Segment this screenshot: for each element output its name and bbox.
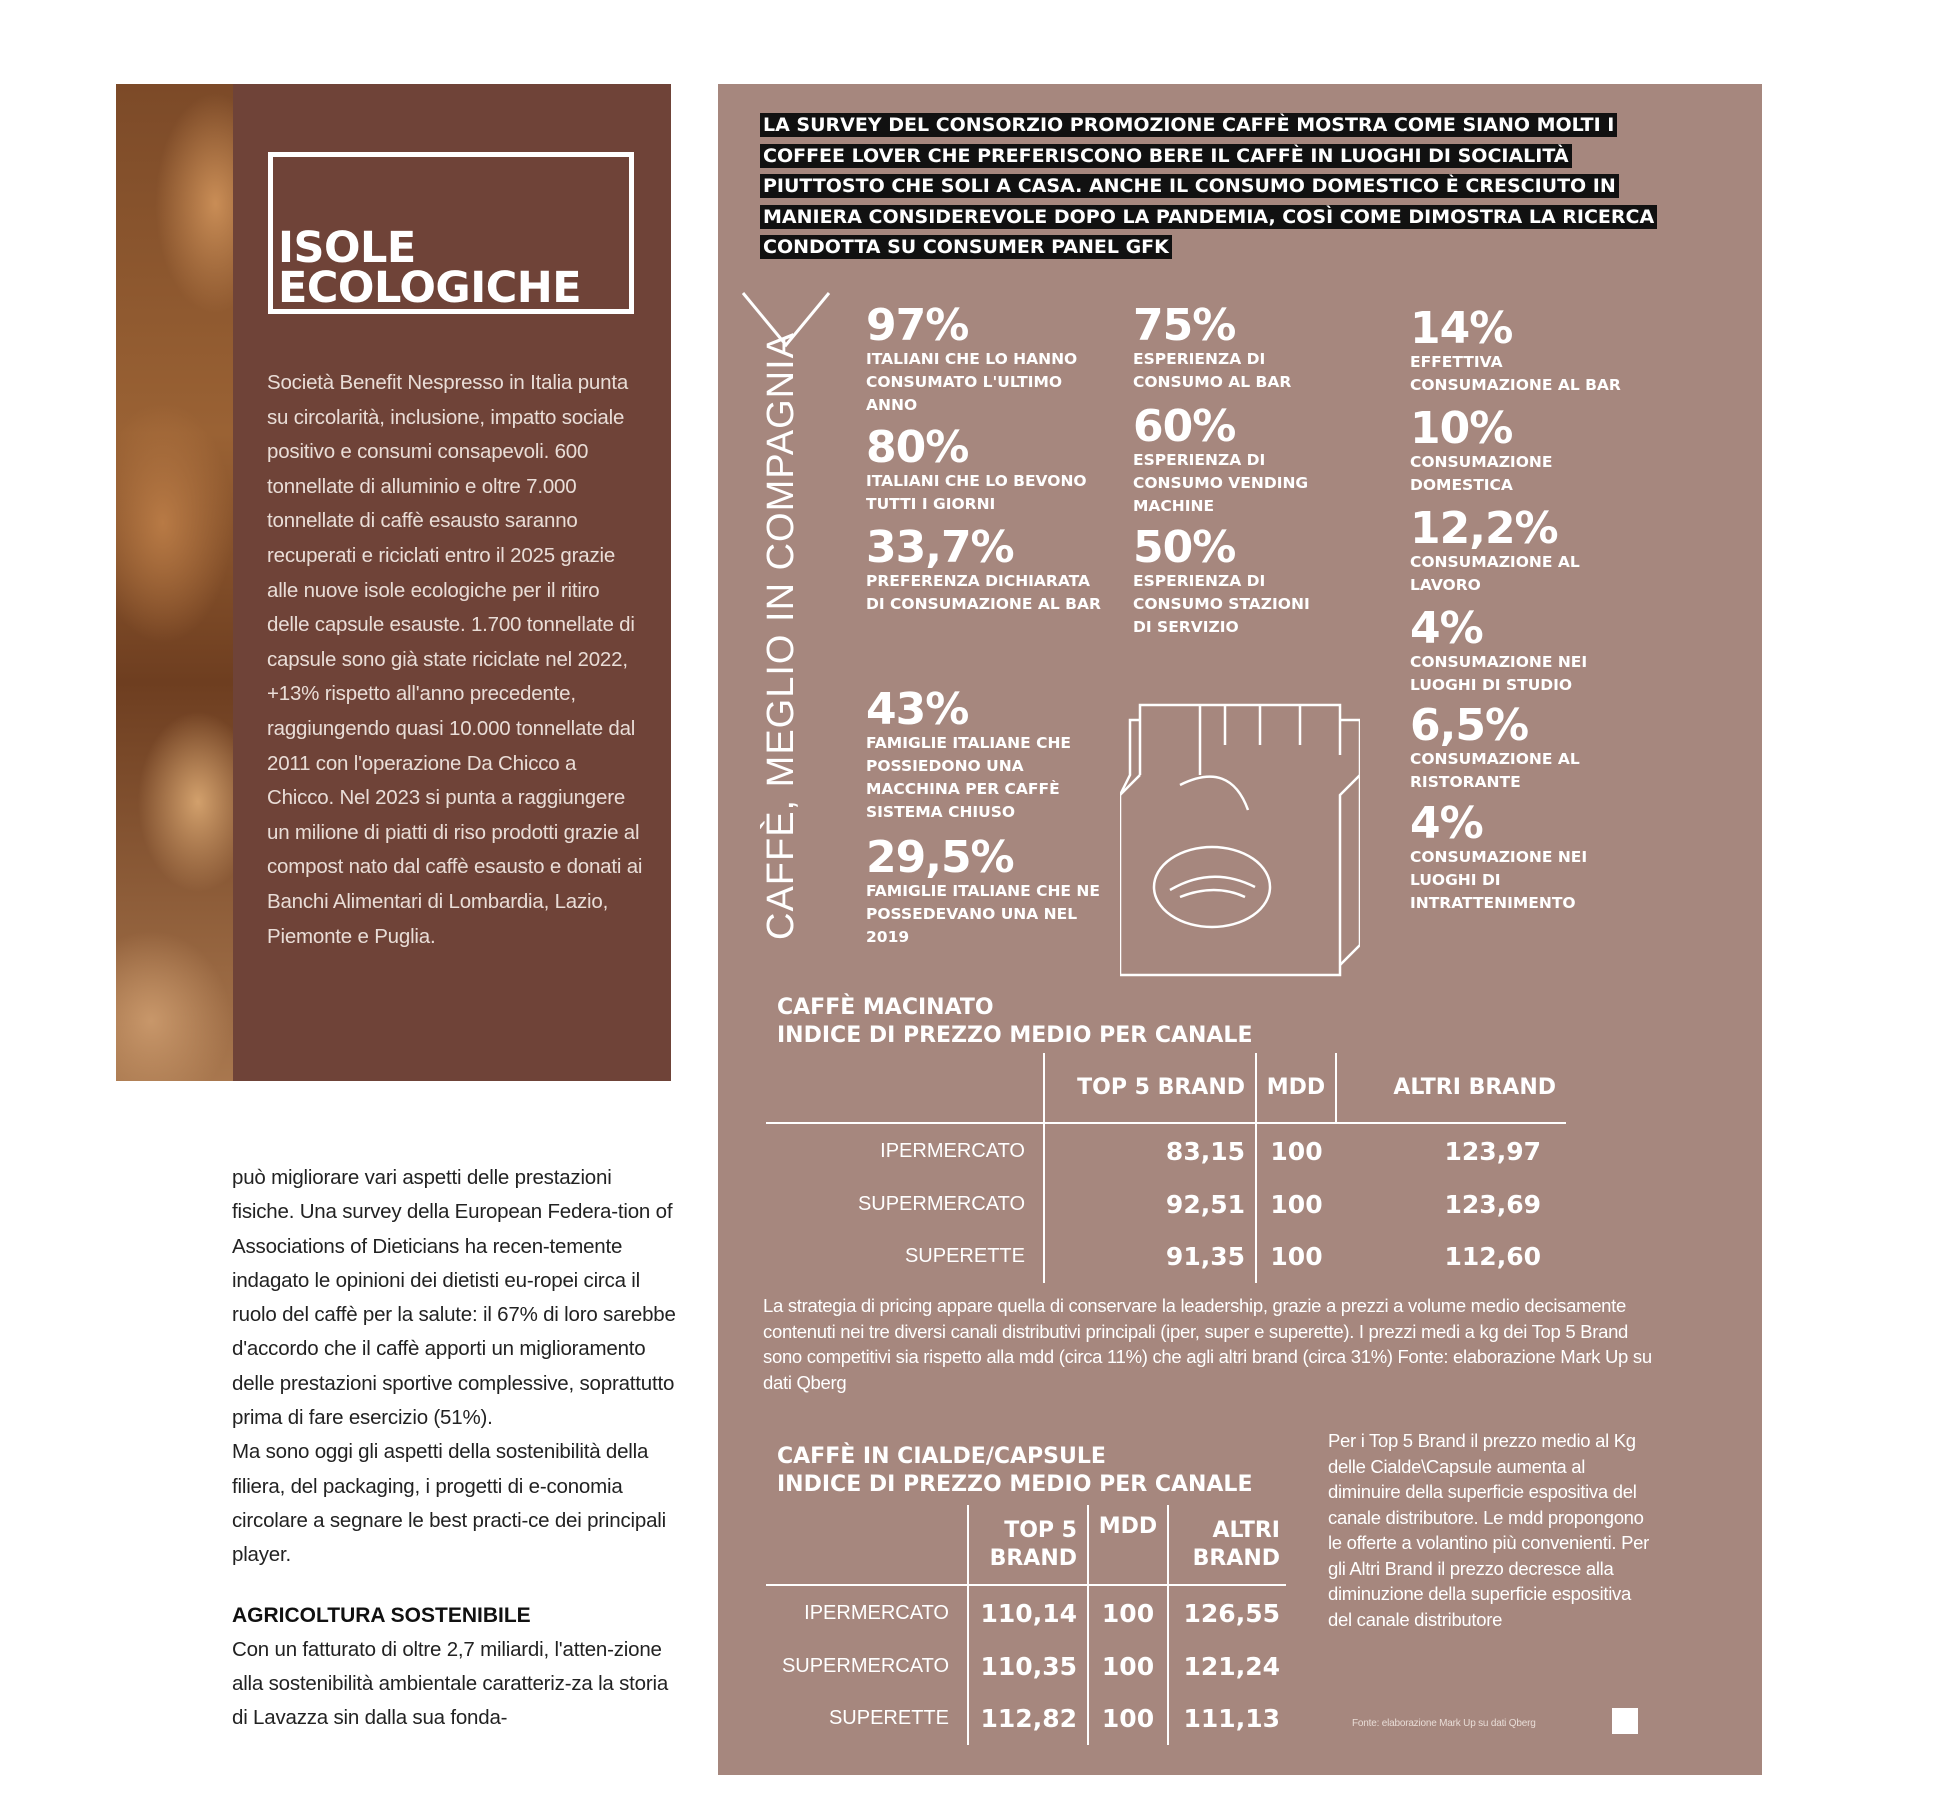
table-row bbox=[766, 1641, 1286, 1691]
stat-item bbox=[1410, 303, 1650, 397]
stat-value: 80% bbox=[866, 422, 969, 473]
coffee-bag-icon bbox=[1120, 665, 1360, 985]
table1-col-header: MDD bbox=[1256, 1053, 1336, 1123]
coffee-beans-photo bbox=[116, 84, 233, 1081]
stat-value: 33,7% bbox=[866, 522, 1014, 573]
cell-value: 100 bbox=[1088, 1585, 1168, 1641]
cell-value: 126,55 bbox=[1168, 1585, 1286, 1641]
stat-label: CONSUMAZIONE DOMESTICA bbox=[1410, 453, 1553, 494]
article bbox=[232, 1161, 676, 1735]
cell-value: 92,51 bbox=[1044, 1179, 1256, 1229]
stat-item bbox=[866, 300, 1106, 417]
source-note: Fonte: elaborazione Mark Up su dati Qberg bbox=[1352, 1718, 1536, 1729]
headline-text: LA SURVEY DEL CONSORZIO PROMOZIONE CAFFÈ MOSTRA COME SIANO MOLTI I COFFEE LOVER CHE PREFERISCONO BERE IL CAFFÈ IN LUOGHI DI SOCIALITÀ PIUTTOSTO CHE SOLI A CASA. ANCHE IL CONSUMO DOMESTICO È CRESCIUTO IN MANIERA CONSIDEREVOLE DOPO LA PANDEMIA, COSÌ COME DIMOSTRA LA RICERCA CONDOTTA SU CONSUMER PANEL GFK bbox=[760, 113, 1657, 259]
table1-title-2: INDICE DI PREZZO MEDIO PER CANALE bbox=[777, 1023, 1253, 1048]
table1-header-row bbox=[766, 1053, 1566, 1123]
cell-value: 100 bbox=[1256, 1229, 1336, 1283]
stat-value: 6,5% bbox=[1410, 700, 1529, 751]
cell-value: 91,35 bbox=[1044, 1229, 1256, 1283]
stat-label: CONSUMAZIONE NEI LUOGHI DI STUDIO bbox=[1410, 653, 1588, 694]
cell-value: 100 bbox=[1256, 1179, 1336, 1229]
stat-item bbox=[1133, 522, 1333, 639]
table2-note: Per i Top 5 Brand il prezzo medio al Kg delle Cialde\Capsule aumenta al diminuire della superficie espositiva del canale distributore. Le mdd propongono le offerte a volantino più convenienti. Per gli Altri Brand il prezzo decresce alla diminuzione della superficie espositiva del canale distributore bbox=[1328, 1430, 1650, 1630]
row-label: IPERMERCATO bbox=[766, 1585, 968, 1641]
stat-label: FAMIGLIE ITALIANE CHE POSSIEDONO UNA MACCHINA PER CAFFÈ SISTEMA CHIUSO bbox=[866, 734, 1072, 821]
stat-value: 75% bbox=[1133, 300, 1236, 351]
article-para-1: può migliorare vari aspetti delle prestazioni fisiche. Una survey della European Federa-tion of Associations of Dieticians ha recen-temente indagato le opinioni dei dietisti eu-ropei circa il ruolo del caffè per la salute: il 67% di loro sarebbe d'accordo che il caffè apporti un miglioramento delle prestazioni sportive complessive, soprattutto prima di fare esercizio (51%). bbox=[232, 1166, 676, 1430]
stat-item bbox=[1410, 503, 1650, 597]
table2-title-2: INDICE DI PREZZO MEDIO PER CANALE bbox=[777, 1472, 1253, 1497]
stat-item bbox=[866, 684, 1106, 824]
stat-label: ESPERIENZA DI CONSUMO AL BAR bbox=[1133, 350, 1292, 391]
stat-item bbox=[1410, 403, 1650, 497]
stat-value: 50% bbox=[1133, 522, 1236, 573]
cell-value: 110,14 bbox=[968, 1585, 1088, 1641]
table2 bbox=[766, 1505, 1286, 1745]
cell-value: 123,69 bbox=[1444, 1189, 1541, 1219]
cell-value: 112,60 bbox=[1444, 1241, 1541, 1271]
table2-col-header: TOP 5 BRAND bbox=[968, 1505, 1088, 1585]
table-row bbox=[766, 1123, 1566, 1179]
cell-value: 110,35 bbox=[968, 1641, 1088, 1691]
stat-label: FAMIGLIE ITALIANE CHE NE POSSEDEVANO UNA NEL 2019 bbox=[866, 882, 1100, 946]
end-mark bbox=[1612, 1708, 1638, 1734]
stat-item bbox=[1410, 603, 1650, 697]
table1-corner bbox=[766, 1053, 1044, 1123]
article-para-2: Ma sono oggi gli aspetti della sostenibilità della filiera, del packaging, i progetti di e-conomia circolare a segnare le best practi-ce dei principali player. bbox=[232, 1440, 666, 1567]
sidebar-body: Società Benefit Nespresso in Italia punta su circolarità, inclusione, impatto sociale positivo e consumi consapevoli. 600 tonnellate di alluminio e oltre 7.000 tonnellate di caffè esausto saranno recuperati e riciclati entro il 2025 grazie alle nuove isole ecologiche per il ritiro delle capsule esauste. 1.700 tonnellate di capsule sono già state riciclate nel 2022, +13% rispetto all'anno precedente, raggiungendo quasi 10.000 tonnellate dal 2011 con l'operazione Da Chicco a Chicco. Nel 2023 si punta a raggiungere un milione di piatti di riso prodotti grazie al compost nato dal caffè esausto e donati ai Banchi Alimentari di Lombardia, Lazio, Piemonte e Puglia. bbox=[267, 371, 643, 948]
table1-title-1: CAFFÈ MACINATO bbox=[777, 995, 994, 1020]
stat-label: ESPERIENZA DI CONSUMO STAZIONI DI SERVIZIO bbox=[1133, 572, 1310, 636]
table1-title bbox=[777, 994, 1252, 1050]
stat-value: 14% bbox=[1410, 303, 1513, 354]
row-label: SUPERMERCATO bbox=[781, 1654, 949, 1677]
stat-item bbox=[1133, 300, 1333, 394]
stat-label: ITALIANI CHE LO BEVONO TUTTI I GIORNI bbox=[866, 472, 1087, 513]
article-heading: AGRICOLTURA SOSTENIBILE bbox=[232, 1603, 531, 1627]
sidebar-title: ISOLE ECOLOGICHE bbox=[278, 223, 582, 313]
stat-item bbox=[1410, 700, 1650, 794]
row-label: SUPERETTE bbox=[828, 1706, 949, 1729]
stat-value: 10% bbox=[1410, 403, 1513, 454]
stat-label: CONSUMAZIONE NEI LUOGHI DI INTRATTENIMENTO bbox=[1410, 848, 1588, 912]
cell-value: 100 bbox=[1256, 1123, 1336, 1179]
table2-title-1: CAFFÈ IN CIALDE/CAPSULE bbox=[777, 1444, 1106, 1469]
stat-value: 4% bbox=[1410, 603, 1483, 654]
table2-corner bbox=[766, 1505, 968, 1585]
table1-col-header: TOP 5 BRAND bbox=[1044, 1053, 1256, 1123]
article-para-3: Con un fatturato di oltre 2,7 miliardi, l'atten-zione alla sostenibilità ambientale caratteriz-za la storia di Lavazza sin dalla sua fonda- bbox=[232, 1637, 669, 1730]
row-label: SUPERETTE bbox=[904, 1244, 1025, 1267]
stat-label: CONSUMAZIONE AL LAVORO bbox=[1410, 553, 1580, 594]
stat-item bbox=[866, 522, 1106, 616]
stat-item bbox=[866, 832, 1106, 949]
stat-item bbox=[1410, 798, 1650, 915]
stat-item bbox=[866, 422, 1106, 516]
stat-label: ITALIANI CHE LO HANNO CONSUMATO L'ULTIMO ANNO bbox=[866, 350, 1078, 414]
stat-value: 4% bbox=[1410, 798, 1483, 849]
stat-label: ESPERIENZA DI CONSUMO VENDING MACHINE bbox=[1133, 451, 1309, 515]
table2-col-header: ALTRI BRAND bbox=[1168, 1505, 1286, 1585]
table2-header-row bbox=[766, 1505, 1286, 1585]
stat-value: 43% bbox=[866, 684, 969, 735]
stat-value: 60% bbox=[1133, 401, 1236, 452]
table-row bbox=[766, 1691, 1286, 1745]
cell-value: 121,24 bbox=[1168, 1641, 1286, 1691]
stat-value: 97% bbox=[866, 300, 969, 351]
cell-value: 112,82 bbox=[968, 1691, 1088, 1745]
infographic-headline bbox=[760, 110, 1660, 263]
stat-value: 29,5% bbox=[866, 832, 1014, 883]
stat-item bbox=[1133, 401, 1333, 518]
vertical-title: CAFFÈ, MEGLIO IN COMPAGNIA bbox=[760, 331, 802, 940]
table2-col-header: MDD bbox=[1088, 1505, 1168, 1585]
stat-label: PREFERENZA DICHIARATA DI CONSUMAZIONE AL BAR bbox=[866, 572, 1101, 613]
cell-value: 123,97 bbox=[1336, 1123, 1566, 1179]
cell-value: 83,15 bbox=[1044, 1123, 1256, 1179]
table-row bbox=[766, 1585, 1286, 1641]
cell-value: 100 bbox=[1088, 1691, 1168, 1745]
stat-label: EFFETTIVA CONSUMAZIONE AL BAR bbox=[1410, 353, 1621, 394]
table-row bbox=[766, 1179, 1566, 1229]
cell-value: 111,13 bbox=[1168, 1691, 1286, 1745]
row-label: SUPERMERCATO bbox=[857, 1192, 1025, 1215]
table1-note: La strategia di pricing appare quella di conservare la leadership, grazie a prezzi a volume medio decisamente contenuti nei tre diversi canali distributivi principali (iper, super e superette). I prezzi medi a kg dei Top 5 Brand sono competitivi sia rispetto alla mdd (circa 11%) che agli altri brand (circa 31%) Fonte: elaborazione Mark Up su dati Qberg bbox=[763, 1295, 1652, 1393]
row-label: IPERMERCATO bbox=[766, 1123, 1044, 1179]
cell-value: 100 bbox=[1088, 1641, 1168, 1691]
table2-title bbox=[777, 1443, 1252, 1499]
table-row bbox=[766, 1229, 1566, 1283]
stat-label: CONSUMAZIONE AL RISTORANTE bbox=[1410, 750, 1580, 791]
stat-value: 12,2% bbox=[1410, 503, 1558, 554]
table1-col-header: ALTRI BRAND bbox=[1336, 1053, 1566, 1123]
table1 bbox=[766, 1053, 1566, 1283]
